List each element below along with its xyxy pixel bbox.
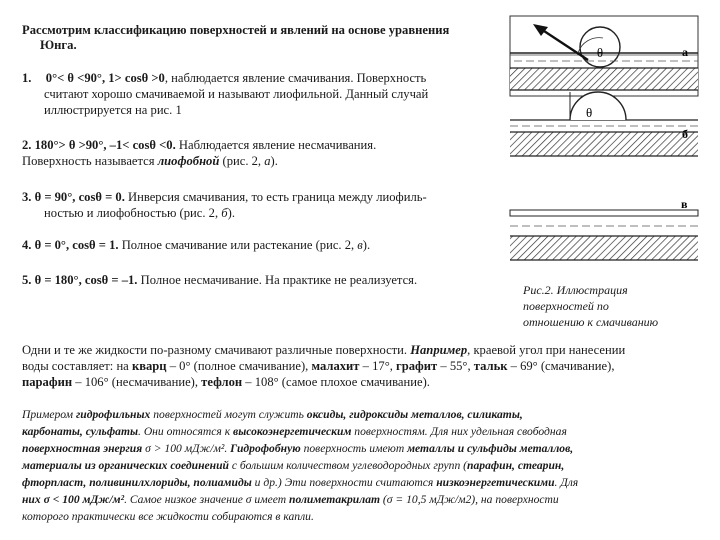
theta-b: θ bbox=[586, 105, 593, 120]
case3-ref: б bbox=[221, 206, 228, 220]
para3-text-6b: . Самое низкое значение σ имеет bbox=[124, 493, 290, 506]
para3-text-3d: поверхность имеют bbox=[300, 442, 408, 455]
para3-line-7: которого практически все жидкости собираются в капли. bbox=[22, 510, 314, 523]
para3-text-1c: поверхностей могут служить bbox=[150, 408, 307, 421]
case3-text-b: ). bbox=[227, 206, 235, 220]
case5-text: Полное несмачивание. На практике не реализуется. bbox=[137, 273, 418, 287]
mineral-malachite: малахит bbox=[311, 359, 360, 373]
case3-line-2 bbox=[44, 206, 235, 221]
para3-text-6d: (σ = 10,5 мДж/м2), на поверхности bbox=[380, 493, 559, 506]
para3-materials-1: оксиды, гидроксиды металлов, силикаты, bbox=[306, 408, 523, 421]
material-teflon: тефлон bbox=[201, 375, 243, 389]
case1-line-1 bbox=[22, 71, 426, 86]
case1-line-3: иллюстрируется на рис. 1 bbox=[44, 103, 182, 117]
case1-condition: 0°< θ <90°, 1> cosθ >0 bbox=[45, 71, 165, 85]
case2-line-2 bbox=[22, 154, 278, 169]
case2-text: Наблюдается явление несмачивания. bbox=[175, 138, 377, 152]
para2-example: Например bbox=[410, 343, 468, 357]
theta-a: θ bbox=[596, 45, 604, 60]
para3-text-2b: . Они относятся к bbox=[138, 425, 234, 438]
case3-line-1 bbox=[22, 190, 427, 205]
case3-condition: 3. θ = 90°, cosθ = 0. bbox=[22, 190, 125, 204]
para2-text-1c: , краевой угол при нанесении bbox=[467, 343, 626, 357]
term-liophobic: лиофобной bbox=[157, 154, 220, 168]
case1-text: , наблюдается явление смачивания. Поверхность bbox=[164, 71, 427, 85]
mineral-talc: тальк bbox=[473, 359, 508, 373]
case4-line-1 bbox=[22, 238, 370, 253]
case4-condition: 4. θ = 0°, cosθ = 1. bbox=[22, 238, 119, 252]
case2-ref: а bbox=[264, 154, 271, 168]
para3-line-1 bbox=[22, 407, 523, 422]
case4-text-b: ). bbox=[362, 238, 371, 252]
para2-text-3b: – 106° (несмачивание), bbox=[72, 375, 202, 389]
para3-text-1a: Примером bbox=[22, 408, 76, 421]
para3-line-6 bbox=[22, 492, 559, 507]
label-a: а bbox=[682, 45, 688, 59]
caption-line-1: Рис.2. Иллюстрация bbox=[523, 283, 628, 297]
material-polymethacrylate: полиметакрилат bbox=[289, 493, 381, 506]
para3-materials-4: материалы из органических соединений bbox=[22, 459, 229, 472]
para3-text-5d: . Для bbox=[554, 476, 579, 489]
para3-line-5 bbox=[22, 475, 578, 490]
para2-text-2g: – 55°, bbox=[437, 359, 474, 373]
material-paraffin: парафин bbox=[22, 375, 73, 389]
mineral-quartz: кварц bbox=[131, 359, 167, 373]
para2-text-2i: – 69° (смачивание), bbox=[507, 359, 615, 373]
para2-line-2 bbox=[22, 359, 614, 374]
term-surface-energy: поверхностная энергия bbox=[22, 442, 143, 455]
para2-text-3d: – 108° (самое плохое смачивание). bbox=[242, 375, 430, 389]
para3-materials-5: фторпласт, поливинилхлориды, полиамиды bbox=[22, 476, 252, 489]
para2-text-1a: Одни и те же жидкости по-разному смачивают различные поверхности. bbox=[22, 343, 411, 357]
mineral-graphite: графит bbox=[396, 359, 438, 373]
term-hydrophobic: Гидрофобную bbox=[230, 442, 301, 455]
para2-line-3 bbox=[22, 375, 430, 390]
panel-a bbox=[510, 16, 698, 96]
intro-line-1: Рассмотрим классификацию поверхностей и явлений на основе уравнения bbox=[22, 23, 450, 37]
case1-number: 1. bbox=[22, 71, 32, 85]
para3-line-4 bbox=[22, 458, 564, 473]
para2-text-2a: воды составляет: на bbox=[22, 359, 132, 373]
para3-text-3b: σ > 100 мДж/м². bbox=[142, 442, 231, 455]
case5-condition: 5. θ = 180°, cosθ = –1. bbox=[22, 273, 138, 287]
intro-line-2: Юнга. bbox=[40, 38, 77, 52]
case2-line-1 bbox=[22, 138, 376, 153]
para3-line-3 bbox=[22, 441, 573, 456]
para3-value-low: них σ < 100 мДж/м² bbox=[22, 493, 125, 506]
label-c: в bbox=[681, 197, 688, 211]
panel-b bbox=[510, 92, 698, 156]
case4-ref: в bbox=[357, 238, 363, 252]
term-high-energy: высокоэнергетическим bbox=[233, 425, 352, 438]
case3-text: Инверсия смачивания, то есть граница между лиофиль- bbox=[124, 190, 427, 204]
term-hydrophilic: гидрофильных bbox=[75, 408, 151, 421]
caption-line-3: отношению к смачиванию bbox=[523, 315, 659, 329]
case2-condition: 2. 180°> θ >90°, –1< cosθ <0. bbox=[22, 138, 176, 152]
para2-line-1 bbox=[22, 343, 625, 358]
case2-text-b: (рис. 2, bbox=[219, 154, 265, 168]
case5-line-1 bbox=[22, 273, 417, 288]
case3-text-a: ностью и лиофобностью (рис. 2, bbox=[44, 206, 222, 220]
case1-line-2: считают хорошо смачиваемой и называют лиофильной. Данный случай bbox=[44, 87, 429, 101]
para2-text-2c: – 0° (полное смачивание), bbox=[166, 359, 312, 373]
para3-text-2d: поверхностям. Для них удельная свободная bbox=[351, 425, 567, 438]
para3-text-4b: с большим количеством углеводородных групп ( bbox=[228, 459, 468, 472]
wetting-figure bbox=[508, 14, 700, 282]
para3-materials-4c: парафин, стеарин, bbox=[467, 459, 565, 472]
term-low-energy: низкоэнергетическими bbox=[436, 476, 555, 489]
para3-materials-2: карбонаты, сульфаты bbox=[22, 425, 139, 438]
case2-text-c: ). bbox=[270, 154, 278, 168]
para2-text-2e: – 17°, bbox=[359, 359, 397, 373]
para3-materials-3: металлы и сульфиды металлов, bbox=[407, 442, 574, 455]
case2-text-a: Поверхность называется bbox=[22, 154, 158, 168]
label-b: б bbox=[682, 127, 688, 141]
caption-line-2: поверхностей по bbox=[523, 299, 609, 313]
case4-text: Полное смачивание или растекание (рис. 2, bbox=[118, 238, 358, 252]
para3-line-2 bbox=[22, 424, 567, 439]
para3-text-5b: и др.) Эти поверхности считаются bbox=[251, 476, 437, 489]
panel-c bbox=[510, 210, 698, 260]
